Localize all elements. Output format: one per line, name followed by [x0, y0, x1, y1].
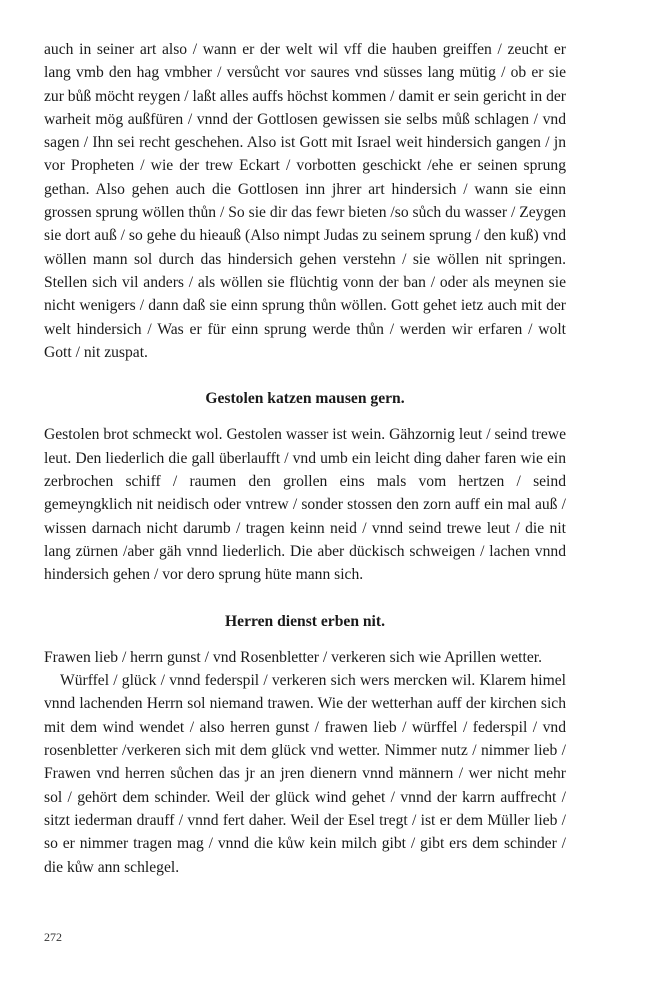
paragraph: Gestolen brot schmeckt wol. Gestolen wasser ist wein. Gähzornig leut / seind trewe leut. Den liederlich die gall überlaufft / vnd umb ein leicht ding daher faren wie ein zerbrochen schiff / raumen den grollen eins mals vom hertzen / seind gemeyngklich nit neidisch oder vntrew / sonder stossen den zorn auff ein mal auß / wissen darnach nicht darumb / tragen keinn neid / vnnd seind trewe leut / die nit lang zürnen /aber gäh vnnd liederlich. Die aber dückisch schweigen / lachen vnnd hindersich gehen / vor dero sprung hüte mann sich.	[44, 426, 566, 584]
paragraph: Frawen lieb / herrn gunst / vnd Rosenbletter / verkeren sich wie Aprillen wetter.	[44, 648, 543, 666]
section-heading: Herren dienst erben nit.	[225, 612, 385, 630]
paragraph: auch in seiner art also / wann er der welt wil vff die hauben greiffen / zeucht er lang vmb den hag vmbher / versůcht vor saures vnd süsses lang mütig / ob er sie zur bůß möcht reygen / laßt alles auffs höchst kommen / damit er sein gericht in der warheit mög außfüren / vnnd der Gottlosen gewissen sie selbs můß schlagen / vnd sagen / Ihn sei recht geschehen. Also ist Gott mit Israel weit hindersich gangen / jn vor Propheten / wie der trew Eckart / vorbotten geschickt /ehe er seinen sprung gethan. Also gehen auch die Gottlosen inn jhrer art hindersich / wann sie einn grossen sprung wöllen thůn / So sie dir das fewr bieten /so sůch du wasser / Zeygen sie dort auß / so gehe du hieauß (Also nimpt Judas zu seinem sprung / den kuß) vnd wöllen mann sol durch das hindersich gehen verstehn / sie wöllen nit springen. Stellen sich vil anders / als wöllen sie flüchtig vonn der ban / oder als meynen sie nicht wenigers / dann daß sie einn sprung thůn wöllen. Gott gehet ietz auch mit der welt hindersich / Was er für einn sprung werde thůn / werden wir erfaren / wolt Gott / nit zuspat.	[44, 41, 566, 361]
page-body	[44, 38, 566, 879]
paragraph: Würffel / glück / vnnd federspil / verkeren sich wers mercken wil. Klarem himel vnnd lachenden Herrn sol niemand trawen. Wie der wetterhan auff der kirchen sich mit dem wind wendet / also herren gunst / frawen lieb / würffel / federspil / vnd rosenbletter /verkeren sich mit dem glück vnd wetter. Nimmer nutz / nimmer lieb / Frawen vnd herren sůchen das jr an jren dienern vnnd männern / wer nicht mehr sol / gehört dem schinder. Weil der glück wind gehet / vnnd der karrn auffrecht / sitzt iederman drauff / vnnd fert daher. Weil der Esel tregt / ist er dem Müller lieb / so er nimmer tragen mag / vnnd die kůw kein milch gibt / gibt ers dem schinder / die kůw ann schlegel.	[44, 672, 566, 876]
section-heading: Gestolen katzen mausen gern.	[205, 390, 405, 408]
page-number: 272	[44, 930, 62, 944]
